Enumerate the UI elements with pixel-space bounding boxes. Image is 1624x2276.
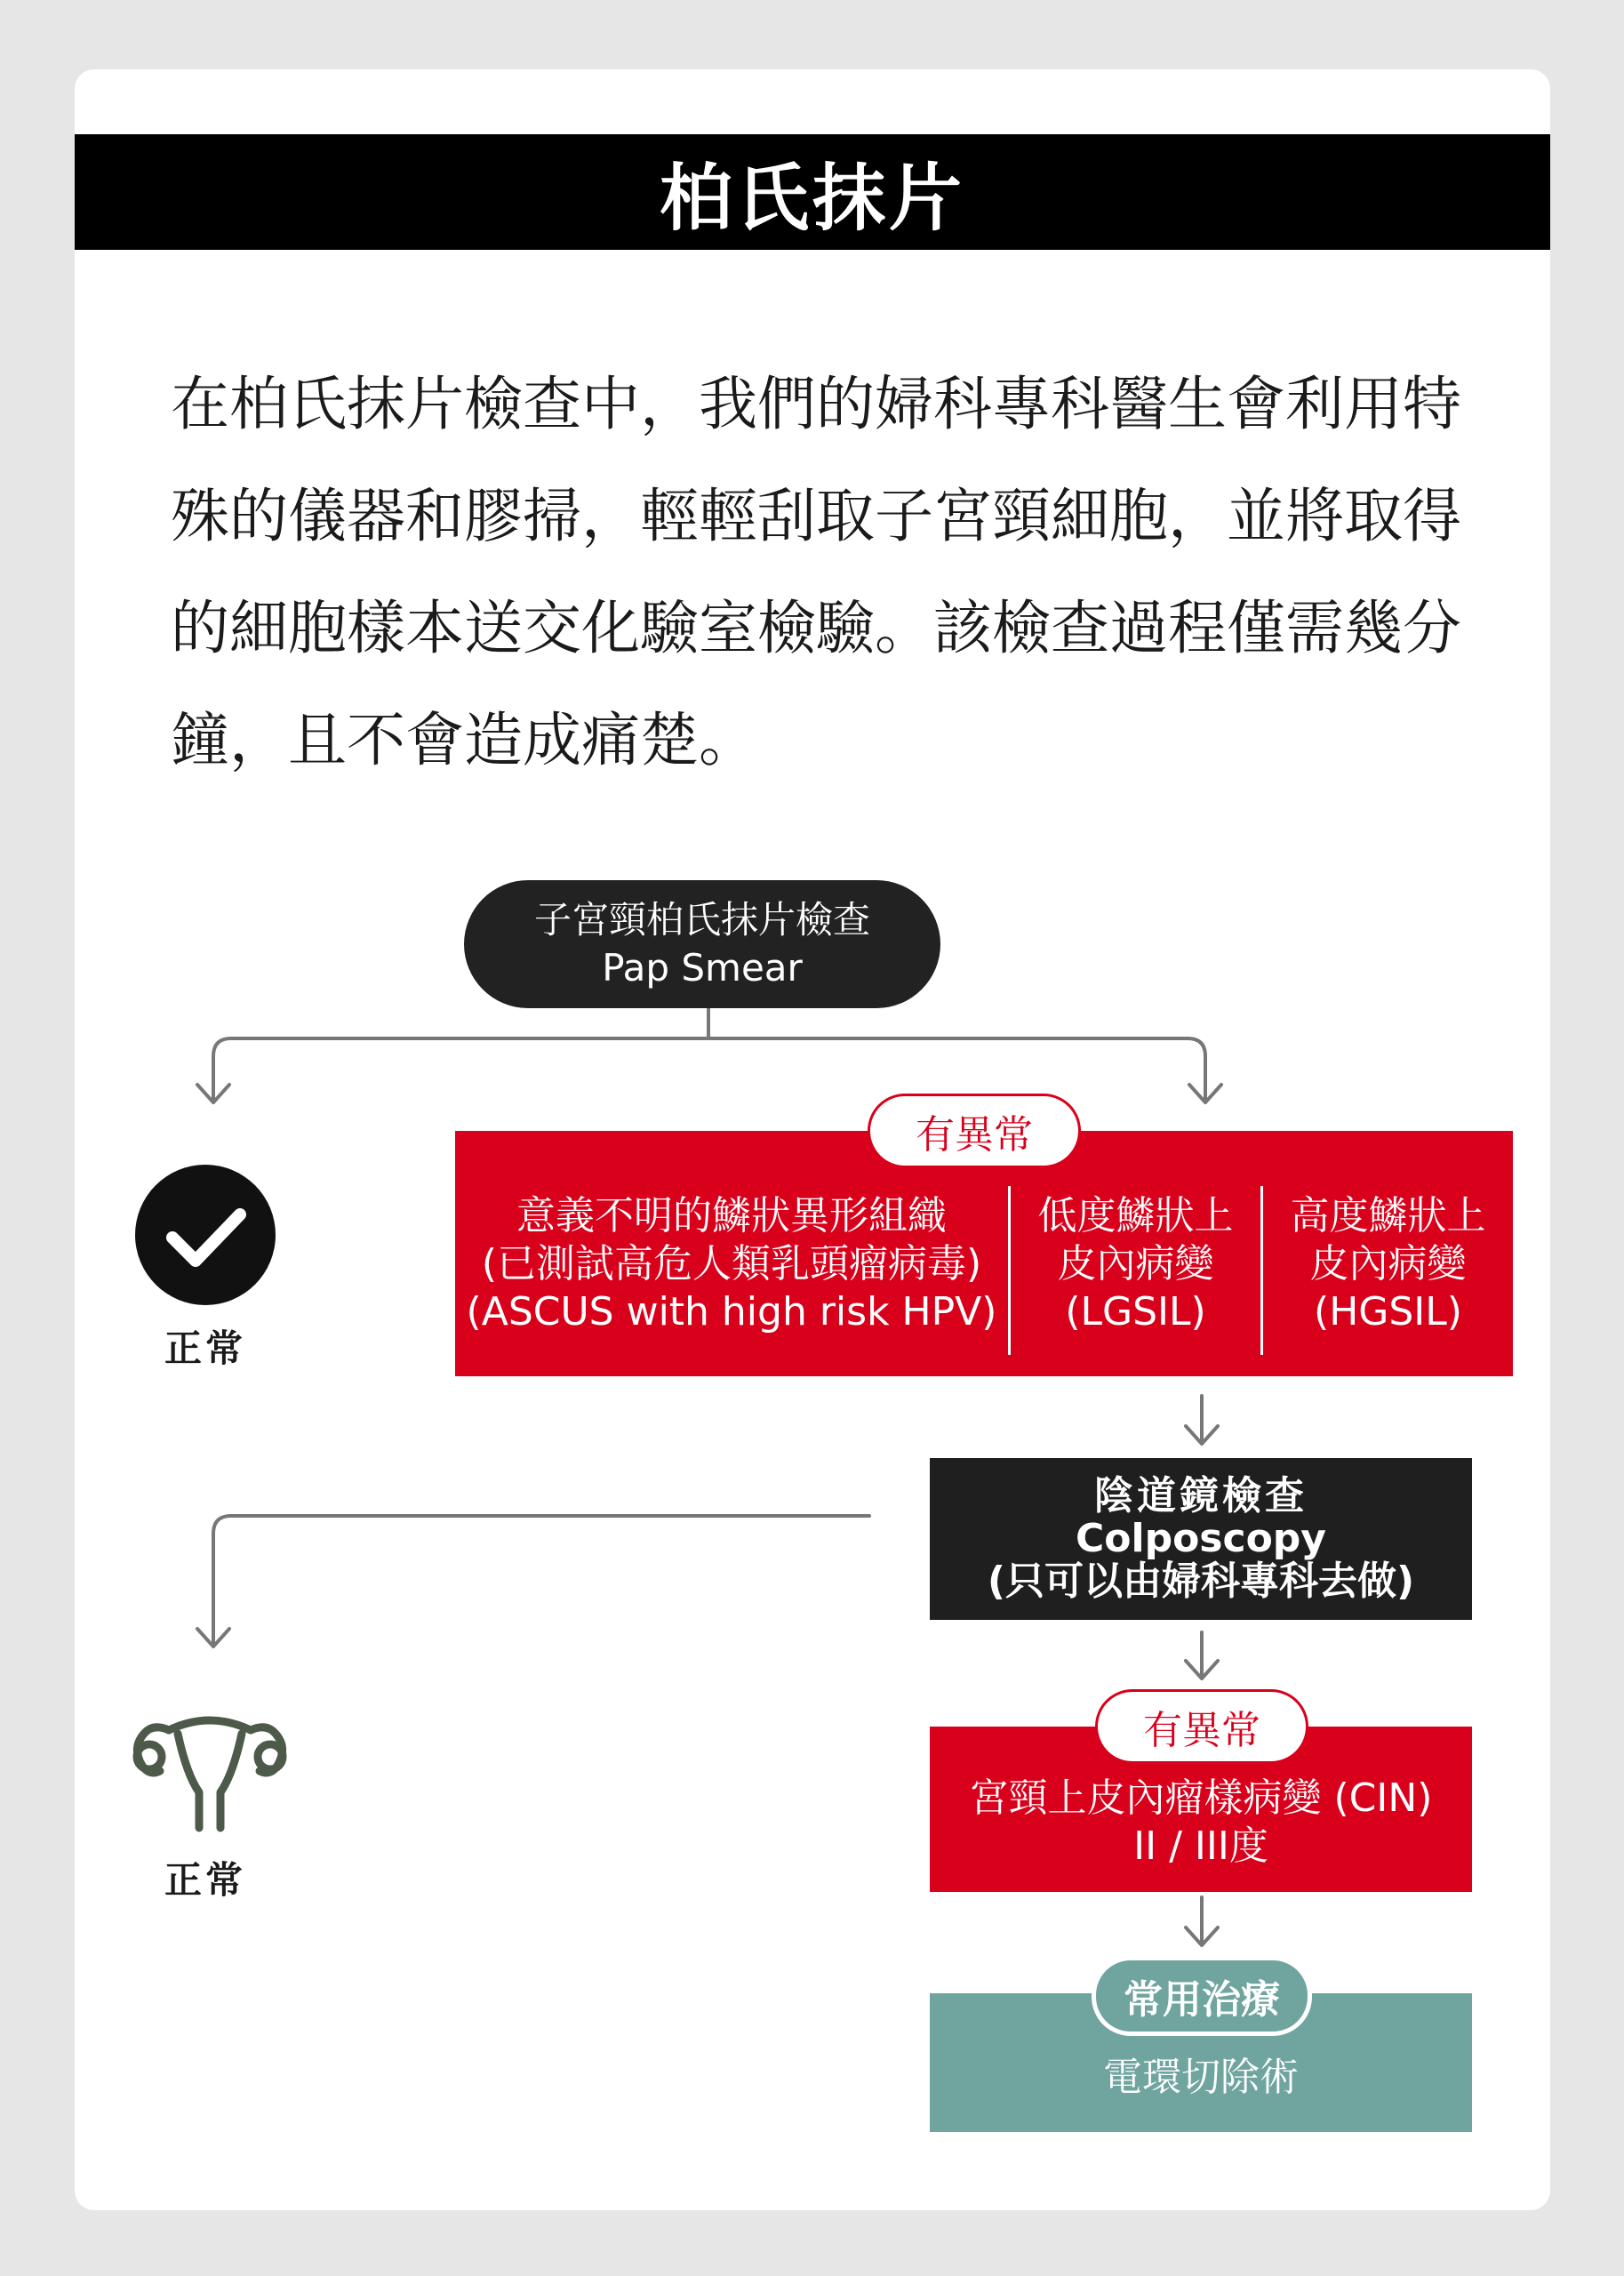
intro-paragraph: 在柏氏抹片檢查中，我們的婦科專科醫生會利用特殊的儀器和膠掃，輕輕刮取子宮頸細胞，並將取得的細胞樣本送交化驗室檢驗。該檢查過程僅需幾分鐘，且不會造成痛楚。 — [171, 370, 1461, 774]
lgsil-line-3: (LGSIL) — [1065, 1289, 1206, 1334]
pap-smear-node — [464, 880, 940, 1008]
arrow-to-treatment — [1186, 1897, 1218, 1945]
result-lgsil — [1011, 1166, 1260, 1362]
colposcopy-line-3: (只可以由婦科專科去做) — [987, 1559, 1415, 1604]
arrow-to-colposcopy — [1186, 1396, 1218, 1444]
check-icon — [135, 1165, 276, 1305]
ascus-line-2: (已測試高危人類乳頭瘤病毒) — [481, 1241, 982, 1286]
pap-smear-title-en: Pap Smear — [602, 946, 803, 990]
result-hgsil — [1263, 1166, 1513, 1362]
ascus-line-3: (ASCUS with high risk HPV) — [466, 1289, 997, 1334]
pap-smear-title-zh: 子宮頸柏氏抹片檢查 — [533, 898, 870, 942]
page-title: 柏氏抹片 — [75, 134, 1550, 250]
result-ascus — [455, 1166, 1008, 1362]
colposcopy-line-2: Colposcopy — [1075, 1516, 1326, 1561]
abnormal-tag-2: 有異常 — [1095, 1689, 1308, 1764]
hgsil-line-1: 高度鱗狀上 — [1290, 1193, 1486, 1238]
cin-line-1: 宮頸上皮內瘤樣病變 (CIN) — [969, 1775, 1433, 1821]
arrow-to-cin — [1186, 1632, 1218, 1679]
cin-line-2: II / III度 — [1133, 1823, 1268, 1869]
lgsil-line-2: 皮內病變 — [1057, 1241, 1214, 1286]
lgsil-line-1: 低度鱗狀上 — [1037, 1193, 1234, 1238]
normal-label-2: 正常 — [164, 1858, 246, 1902]
normal-label-1: 正常 — [164, 1326, 246, 1370]
treatment-label: 電環切除術 — [1103, 2055, 1299, 2100]
hgsil-line-3: (HGSIL) — [1314, 1289, 1462, 1334]
treatment-tag: 常用治療 — [1092, 1956, 1312, 2036]
colposcopy-line-1: 陰道鏡檢查 — [1094, 1473, 1308, 1519]
colposcopy-node — [930, 1458, 1472, 1620]
uterus-icon — [123, 1703, 297, 1837]
connector-colposcopy-normal — [213, 1516, 869, 1645]
hgsil-line-2: 皮內病變 — [1309, 1241, 1467, 1286]
abnormal-tag-1: 有異常 — [868, 1094, 1081, 1168]
ascus-line-1: 意義不明的鱗狀異形組織 — [516, 1193, 947, 1238]
connector-start-split — [213, 1005, 1205, 1099]
